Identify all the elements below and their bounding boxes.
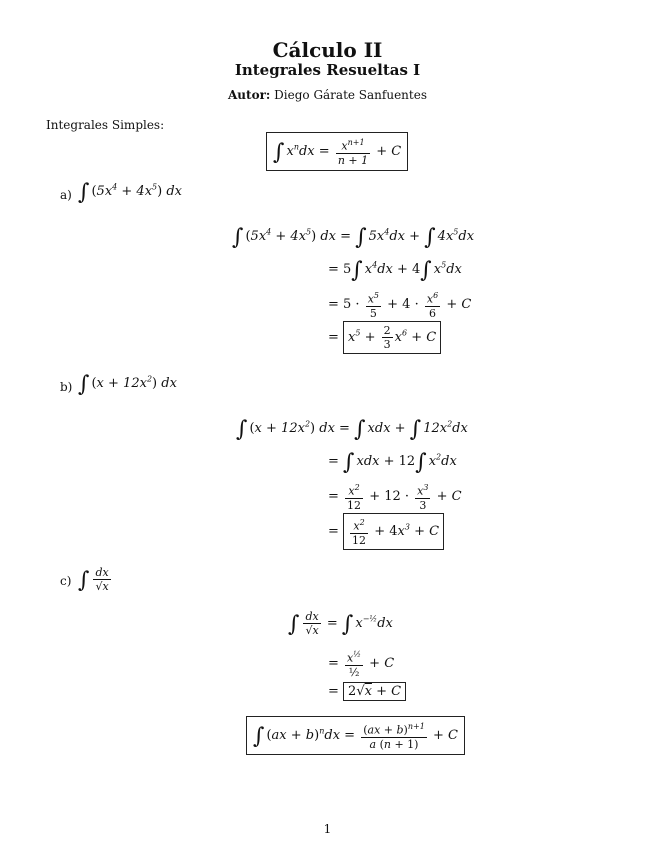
problem-b-step2: = ∫ xdx + 12∫ $x^2dx$ [328,450,457,475]
problem-b-step1: ∫ $(x + 12x^2)$ dx = ∫ xdx + ∫ $12x^2dx$ [236,417,468,442]
problem-c-statement: ∫ $\frac{dx}{√x}$ [78,566,109,593]
page-number: 1 [323,822,332,836]
problem-b-label: b) [60,380,73,394]
problem-a-step1: ∫ $(5x^4 + 4x^5)$ dx = ∫ $5x^4dx$ + ∫ $4x^5dx$ [232,225,475,250]
problem-c-result: = 2√x + C [328,682,406,701]
author-name: Diego Gárate Sanfuentes [274,88,427,102]
author-label: Autor: [227,88,271,102]
problem-a-result: = $x^5$ + $\frac{2}{3}$ $x^6 + C$ [328,321,441,354]
problem-b-step3: = $\frac{x^2}{12}$ + 12 · $\frac{x^3}{3}$ + C [328,483,462,512]
problem-a-step3: = 5 · $\frac{x^5}{5}$ + 4 · $\frac{x^6}{6}$ + C [328,291,472,320]
linear-power-formula: ∫ (ax + b)$^n$dx = $\frac{(ax + b)^{n+1}}{a (n + 1)}$ + C [246,716,465,755]
problem-b-result: = $\frac{x^2}{12}$ + $4x^3 + C$ [328,513,444,550]
problem-a-step2: = 5∫ $x^4dx + 4\int$ $x^5dx$ [328,258,462,283]
problem-c-step2: = $\frac{x^{\frac{1}{2}}}{\text{½}}$ + C [328,650,395,679]
document-subtitle: Integrales Resueltas I [234,61,421,79]
section-intro: Integrales Simples: [46,118,165,132]
problem-b-statement: ∫ $(x + 12x^2)$ dx [78,372,177,397]
problem-c-label: c) [60,574,72,588]
problem-a-label: a) [60,188,72,202]
document-title: Cálculo II [272,38,383,62]
author-line [0,88,655,102]
power-rule-formula: ∫ $x^ndx$ = $\frac{x^{n+1}}{n + 1}$ + C [266,132,408,171]
problem-a-statement: ∫ $(5x^4 + 4x^5)$ dx [78,180,183,205]
problem-c-step1: ∫ $\frac{dx}{√x}$ = ∫ $x^{-\frac{1}{2}}dx$ [288,610,393,637]
